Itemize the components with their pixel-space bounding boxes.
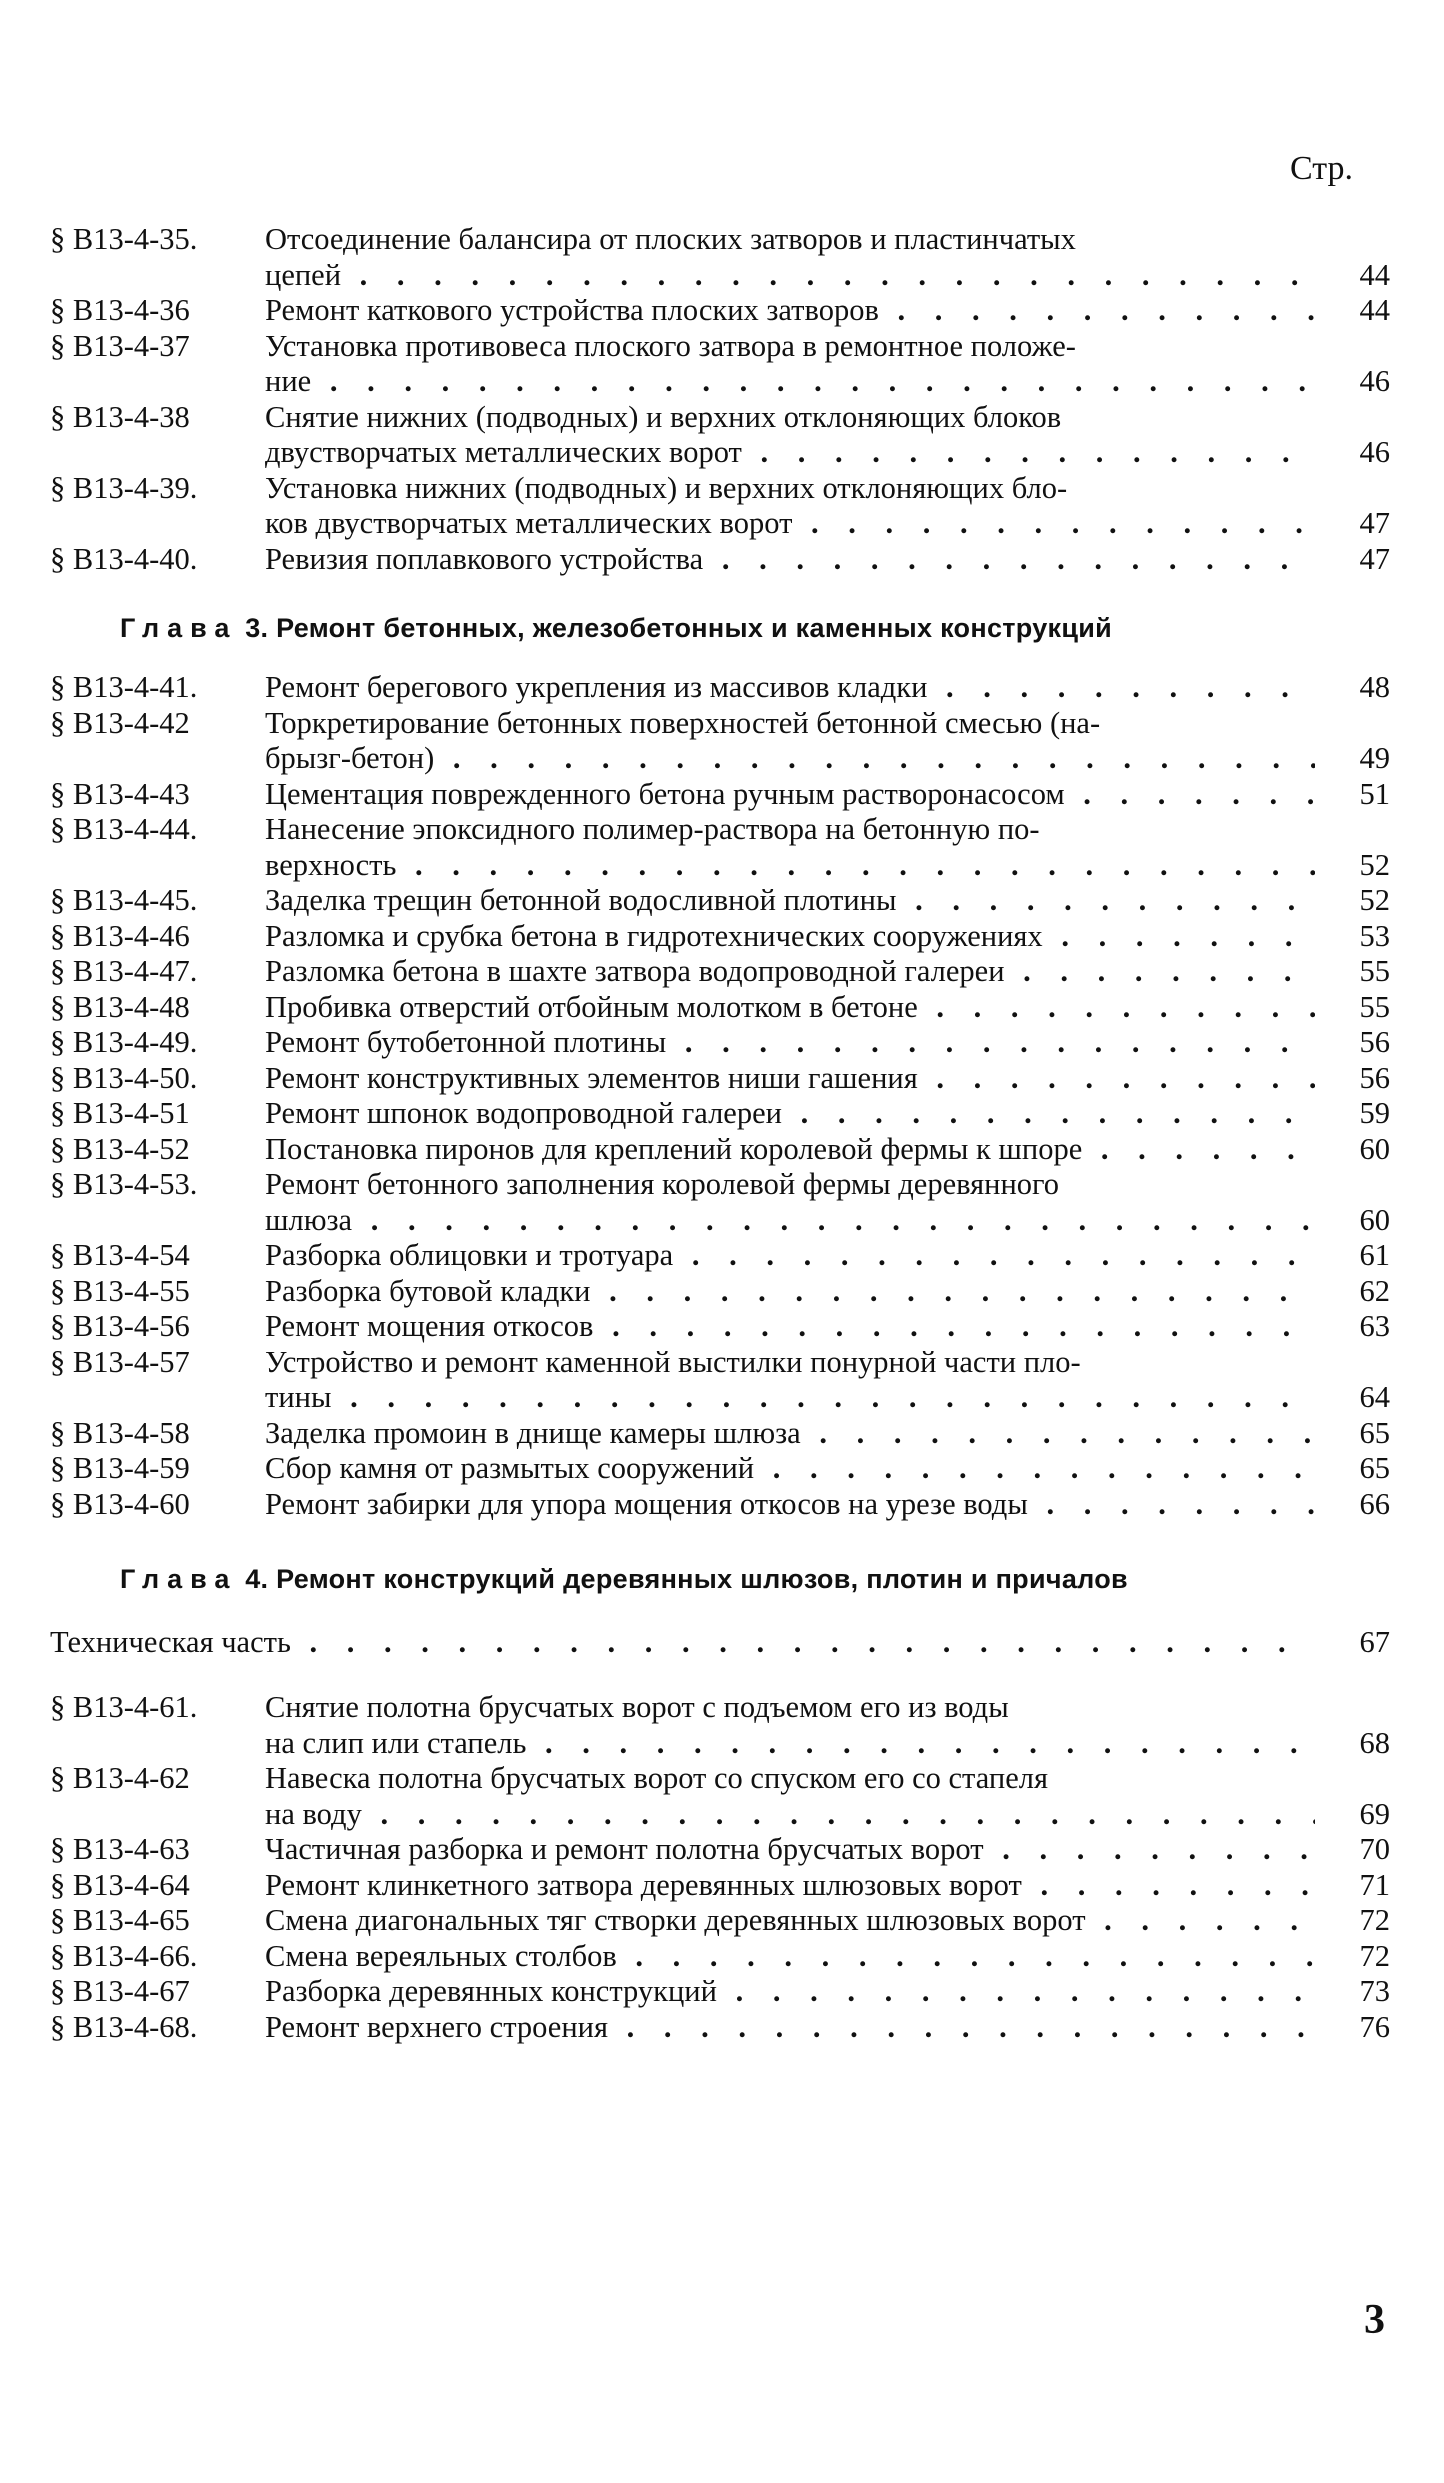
section-code: § В13-4-59 xyxy=(50,1451,190,1485)
entry-page-number: 44 xyxy=(1359,293,1390,327)
section-code: § В13-4-44. xyxy=(50,812,198,846)
page-column-header: Стр. xyxy=(1290,150,1354,187)
entry-title-last-line: Пробивка отверстий отбойным молотком в бетоне . . . xyxy=(265,990,1315,1026)
section-code: § В13-4-62 xyxy=(50,1761,190,1795)
toc-entry[interactable] xyxy=(50,1761,1390,1832)
entry-title: Установка противовеса плоского затвора в ремонтное положе- xyxy=(265,328,1076,363)
entry-page-number: 68 xyxy=(1359,1725,1390,1760)
entry-title-last-line: Частичная разборка и ремонт полотна брусчатых ворот . . . xyxy=(265,1832,1315,1868)
entry-title-last-line: Разломка бетона в шахте затвора водопроводной галереи . . . xyxy=(265,954,1315,990)
entry-page-number: 53 xyxy=(1359,918,1390,953)
section-code: § В13-4-43 xyxy=(50,776,190,811)
toc-entry[interactable] xyxy=(50,1309,1390,1345)
toc-entry[interactable] xyxy=(50,1238,1390,1274)
entry-page-number: 59 xyxy=(1359,1096,1390,1130)
entry-page-number: 71 xyxy=(1359,1867,1390,1902)
toc-entry[interactable] xyxy=(50,2010,1390,2046)
entry-page-number: 46 xyxy=(1359,435,1390,469)
entry-page-number: 44 xyxy=(1359,257,1390,292)
section-code: § В13-4-60 xyxy=(50,1486,190,1521)
entry-title-last-line: ков двустворчатых металлических ворот . . . xyxy=(265,506,1315,542)
section-code: § В13-4-46 xyxy=(50,918,190,953)
chapter-word: Глава xyxy=(120,1564,238,1594)
section-code: § В13-4-67 xyxy=(50,1974,190,2008)
toc-entry[interactable] xyxy=(50,400,1390,471)
section-code: § В13-4-53. xyxy=(50,1167,198,1201)
entry-page-number: 55 xyxy=(1359,954,1390,988)
entry-title-last-line: Ремонт конструктивных элементов ниши гашения . . . xyxy=(265,1061,1315,1097)
entry-page-number: 52 xyxy=(1359,883,1390,917)
entry-title-last-line: ние . . . xyxy=(265,364,1315,400)
entry-title-last-line: Ремонт клинкетного затвора деревянных шлюзовых ворот . . . xyxy=(265,1868,1315,1904)
toc-entry[interactable] xyxy=(50,1345,1390,1416)
entry-title-last-line: Заделка трещин бетонной водосливной плотины . . . xyxy=(265,883,1315,919)
entry-page-number: 56 xyxy=(1359,1060,1390,1095)
toc-entry[interactable] xyxy=(50,1690,1390,1761)
entry-title-last-line: Ремонт мощения откосов . . . xyxy=(265,1309,1315,1345)
entry-page-number: 51 xyxy=(1359,776,1390,811)
section-code: § В13-4-38 xyxy=(50,399,190,434)
chapter-4-title: 4. Ремонт конструкций деревянных шлюзов, плотин и причалов xyxy=(237,1564,1128,1594)
entry-page-number: 61 xyxy=(1359,1238,1390,1272)
toc-entry[interactable] xyxy=(50,706,1390,777)
toc-entry[interactable] xyxy=(50,1132,1390,1168)
toc-entry[interactable] xyxy=(50,329,1390,400)
entry-page-number: 65 xyxy=(1359,1415,1390,1450)
entry-title: Снятие полотна брусчатых ворот с подъемом его из воды xyxy=(265,1690,1009,1724)
entry-title: Нанесение эпоксидного полимер-раствора на бетонную по- xyxy=(265,812,1040,846)
page-number: 3 xyxy=(1364,2297,1385,2343)
entry-title-last-line: на воду . . . xyxy=(265,1797,1315,1833)
entry-title: Устройство и ремонт каменной выстилки понурной части пло- xyxy=(265,1344,1081,1379)
entry-title-last-line: Сбор камня от размытых сооружений . . . xyxy=(265,1451,1315,1487)
section-code: § В13-4-47. xyxy=(50,954,198,988)
entry-title-last-line: шлюза . . . xyxy=(265,1203,1315,1239)
section-code: § В13-4-54 xyxy=(50,1238,190,1272)
toc-entry[interactable] xyxy=(50,1974,1390,2010)
entry-page-number: 66 xyxy=(1359,1486,1390,1521)
section-code: § В13-4-58 xyxy=(50,1415,190,1450)
entry-page-number: 72 xyxy=(1359,1903,1390,1937)
toc-entry[interactable] xyxy=(50,1451,1390,1487)
toc-entry[interactable] xyxy=(50,293,1390,329)
toc-entry[interactable] xyxy=(50,954,1390,990)
toc-entry[interactable] xyxy=(50,883,1390,919)
entry-page-number: 60 xyxy=(1359,1202,1390,1237)
toc-entry[interactable] xyxy=(50,1903,1390,1939)
section-code: § В13-4-66. xyxy=(50,1938,198,1973)
section-code: § В13-4-56 xyxy=(50,1309,190,1343)
entry-title: Отсоединение балансира от плоских затворов и пластинчатых xyxy=(265,222,1076,256)
entry-title-last-line: брызг-бетон) . . . xyxy=(265,741,1315,777)
section-code: § В13-4-49. xyxy=(50,1025,198,1059)
entry-title-last-line: Ремонт берегового укрепления из массивов кладки . . . xyxy=(265,670,1315,706)
entry-page-number: 47 xyxy=(1359,541,1390,576)
entry-title-last-line: Разборка бутовой кладки . . . xyxy=(265,1274,1315,1310)
entry-title: Навеска полотна брусчатых ворот со спуском его со стапеля xyxy=(265,1761,1048,1795)
entry-page-number: 73 xyxy=(1359,1974,1390,2008)
toc-entry[interactable] xyxy=(50,1939,1390,1975)
entry-page-number: 63 xyxy=(1359,1309,1390,1343)
section-code: § В13-4-65 xyxy=(50,1903,190,1937)
toc-entry[interactable] xyxy=(50,812,1390,883)
entry-title-last-line: Смена диагональных тяг створки деревянных шлюзовых ворот . . . xyxy=(265,1903,1315,1939)
toc-group-chapter4 xyxy=(50,1690,1390,2045)
entry-title-last-line: на слип или стапель . . . xyxy=(265,1726,1315,1762)
toc-group-chapter3 xyxy=(50,670,1390,1522)
entry-title: Торкретирование бетонных поверхностей бетонной смесью (на- xyxy=(265,705,1101,740)
section-code: § В13-4-63 xyxy=(50,1832,190,1866)
toc-entry[interactable] xyxy=(50,1061,1390,1097)
entry-page-number: 72 xyxy=(1359,1938,1390,1973)
toc-group-chapter2 xyxy=(50,222,1390,577)
entry-title-last-line: Ремонт забирки для упора мощения откосов на урезе воды . . . xyxy=(265,1487,1315,1523)
entry-title-last-line: Смена вереяльных столбов . . . xyxy=(265,1939,1315,1975)
section-code: § В13-4-36 xyxy=(50,293,190,327)
entry-title: Установка нижних (подводных) и верхних отклоняющих бло- xyxy=(265,470,1068,505)
section-code: § В13-4-64 xyxy=(50,1867,190,1902)
entry-page-number: 49 xyxy=(1359,741,1390,775)
section-code: § В13-4-55 xyxy=(50,1273,190,1308)
entry-title-last-line: Ремонт бутобетонной плотины . . . xyxy=(265,1025,1315,1061)
toc-entry[interactable] xyxy=(50,542,1390,578)
section-code: § В13-4-37 xyxy=(50,328,190,363)
section-code: § В13-4-41. xyxy=(50,670,198,704)
entry-page-number: 55 xyxy=(1359,989,1390,1024)
chapter-3-heading xyxy=(120,613,1380,644)
entry-title-last-line: Ремонт шпонок водопроводной галереи . . . xyxy=(265,1096,1315,1132)
entry-page-number: 47 xyxy=(1359,506,1390,540)
entry-title-last-line: Ремонт каткового устройства плоских затворов . . . xyxy=(265,293,1315,329)
entry-page-number: 62 xyxy=(1359,1273,1390,1308)
toc-entry[interactable] xyxy=(50,471,1390,542)
section-code: § В13-4-61. xyxy=(50,1690,198,1724)
entry-title-last-line: Заделка промоин в днище камеры шлюза . . . xyxy=(265,1416,1315,1452)
section-code: § В13-4-52 xyxy=(50,1131,190,1166)
entry-title-last-line: Цементация поврежденного бетона ручным растворонасосом . . . xyxy=(265,777,1315,813)
entry-title-last-line: Ремонт верхнего строения . . . xyxy=(265,2010,1315,2046)
section-code: § В13-4-68. xyxy=(50,2009,198,2044)
toc-entry[interactable] xyxy=(50,1487,1390,1523)
entry-page-number: 64 xyxy=(1359,1380,1390,1414)
toc-entry[interactable] xyxy=(50,990,1390,1026)
section-code: § В13-4-40. xyxy=(50,541,198,576)
toc-entry[interactable] xyxy=(50,222,1390,293)
toc-entry[interactable] xyxy=(50,1274,1390,1310)
toc-entry[interactable] xyxy=(50,777,1390,813)
toc-entry[interactable] xyxy=(50,919,1390,955)
toc-entry[interactable] xyxy=(50,1624,1390,1660)
section-code: § В13-4-51 xyxy=(50,1096,190,1130)
entry-title-last-line: Ревизия поплавкового устройства . . . xyxy=(265,542,1315,578)
entry-page-number: 52 xyxy=(1359,847,1390,882)
section-code: § В13-4-50. xyxy=(50,1060,198,1095)
toc-entry[interactable] xyxy=(50,1096,1390,1132)
entry-title: Снятие нижних (подводных) и верхних отклоняющих блоков xyxy=(265,399,1062,434)
section-code: § В13-4-45. xyxy=(50,883,198,917)
chapter-3-title: 3. Ремонт бетонных, железобетонных и каменных конструкций xyxy=(237,613,1113,643)
entry-title-last-line: Постановка пиронов для креплений королевой фермы к шпоре . . . xyxy=(265,1132,1315,1168)
entry-title-last-line: Разборка деревянных конструкций . . . xyxy=(265,1974,1315,2010)
toc-entry[interactable] xyxy=(50,1025,1390,1061)
entry-page-number: 56 xyxy=(1359,1025,1390,1059)
entry-title-last-line: верхность . . . xyxy=(265,848,1315,884)
entry-page-number: 46 xyxy=(1359,364,1390,398)
toc-entry[interactable] xyxy=(50,1416,1390,1452)
chapter-4-heading xyxy=(120,1564,1380,1595)
section-code: § В13-4-39. xyxy=(50,470,198,505)
entry-title-last-line: тины . . . xyxy=(265,1380,1315,1416)
entry-title-last-line: двустворчатых металлических ворот . . . xyxy=(265,435,1315,471)
tech-part-page: 67 xyxy=(1359,1625,1390,1659)
entry-title: Ремонт бетонного заполнения королевой фермы деревянного xyxy=(265,1167,1060,1201)
toc-entry[interactable] xyxy=(50,1167,1390,1238)
tech-part-label: Техническая часть . . . xyxy=(50,1624,1315,1660)
entry-page-number: 60 xyxy=(1359,1131,1390,1166)
entry-page-number: 70 xyxy=(1359,1832,1390,1866)
entry-page-number: 65 xyxy=(1359,1451,1390,1485)
entry-title-last-line: Разломка и срубка бетона в гидротехнических сооружениях . . . xyxy=(265,919,1315,955)
entry-page-number: 69 xyxy=(1359,1796,1390,1831)
technical-part-row xyxy=(50,1624,1390,1660)
entry-page-number: 48 xyxy=(1359,670,1390,704)
toc-entry[interactable] xyxy=(50,1868,1390,1904)
section-code: § В13-4-42 xyxy=(50,705,190,740)
section-code: § В13-4-35. xyxy=(50,222,198,256)
section-code: § В13-4-48 xyxy=(50,989,190,1024)
chapter-word: Глава xyxy=(120,613,238,643)
entry-page-number: 76 xyxy=(1359,2009,1390,2044)
toc-entry[interactable] xyxy=(50,1832,1390,1868)
entry-title-last-line: цепей . . . xyxy=(265,258,1315,294)
toc-entry[interactable] xyxy=(50,670,1390,706)
entry-title-last-line: Разборка облицовки и тротуара . . . xyxy=(265,1238,1315,1274)
section-code: § В13-4-57 xyxy=(50,1344,190,1379)
